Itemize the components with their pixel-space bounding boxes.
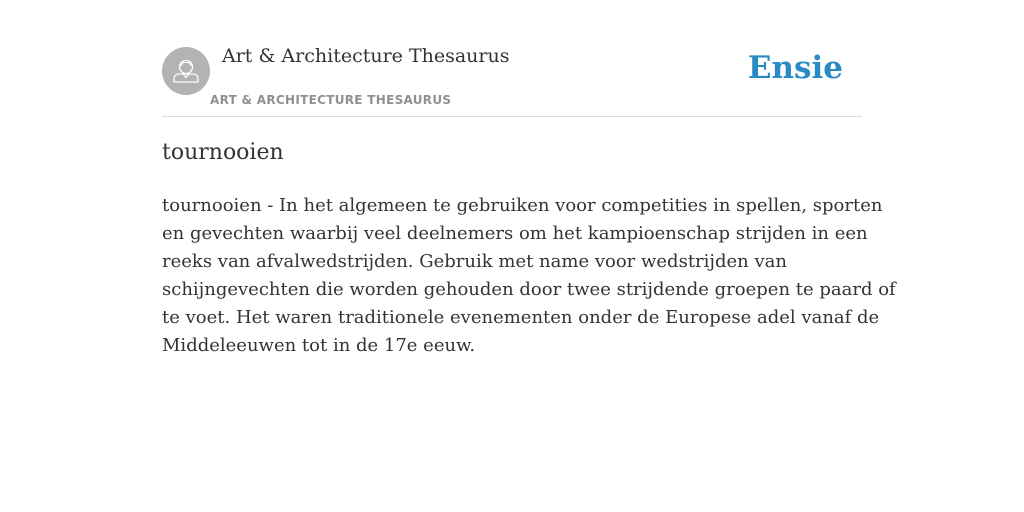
definition-line: Middeleeuwen tot in de 17e eeuw. [162,335,476,356]
entry-definition [162,192,896,360]
author-subtitle: ART & ARCHITECTURE THESAURUS [210,93,452,107]
header [162,0,862,117]
definition-line: schijngevechten die worden gehouden door twee strijdende groepen te paard of [162,279,896,300]
user-outline-icon [162,47,210,95]
entry-title: tournooien [162,140,284,165]
definition-line: en gevechten waarbij veel deelnemers om het kampioenschap strijden in een [162,223,868,244]
definition-line: te voet. Het waren traditionele evenementen onder de Europese adel vanaf de [162,307,880,328]
author-name-link[interactable]: Art & Architecture Thesaurus [222,45,510,67]
definition-line: reeks van afvalwedstrijden. Gebruik met name voor wedstrijden van [162,251,787,272]
brand-logo-link[interactable]: Ensie [747,50,843,86]
definition-line: tournooien - In het algemeen te gebruiken voor competities in spellen, sporten [162,195,883,216]
avatar[interactable] [162,47,210,95]
